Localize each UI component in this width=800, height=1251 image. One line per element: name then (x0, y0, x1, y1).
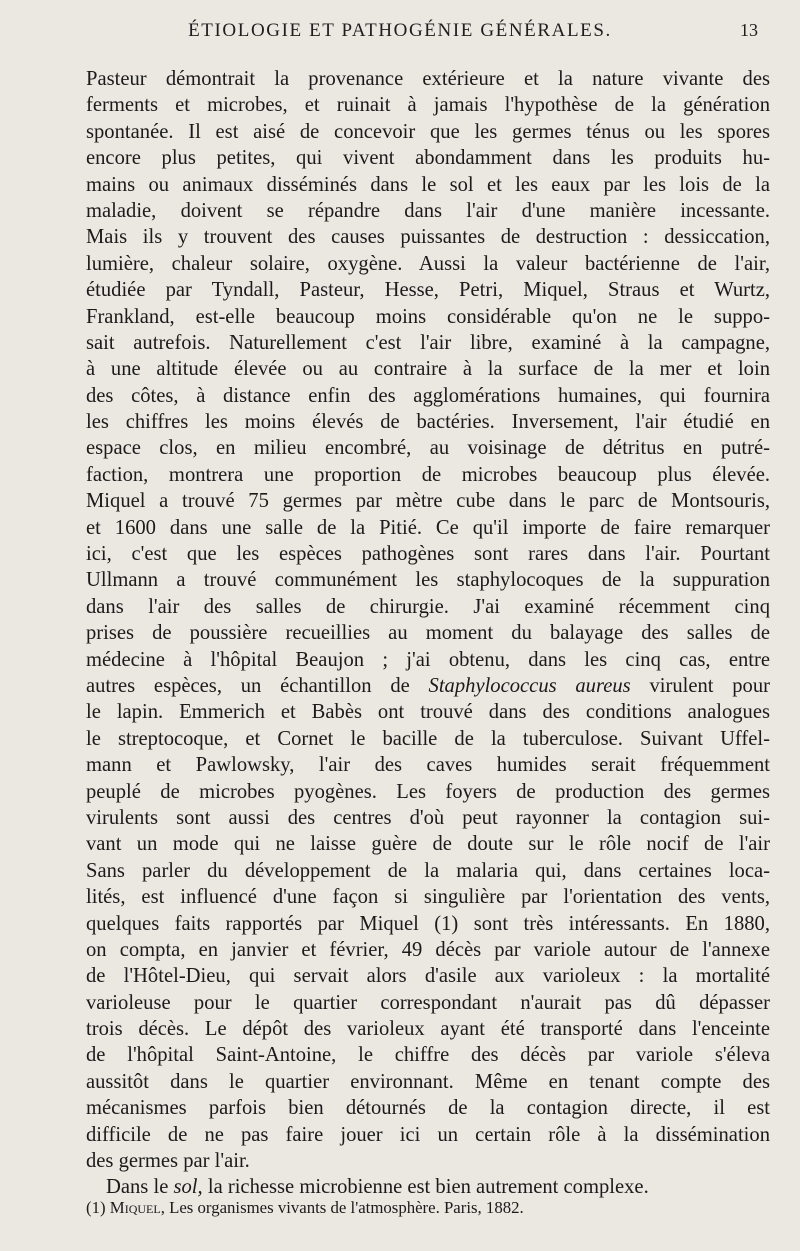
footnote-text: Les organismes vivants de l'atmosphère. Paris, 1882. (169, 1198, 524, 1217)
text-line: des côtes, à distance enfin des agglomérations humaines, qui fournira (86, 384, 770, 407)
species-name-italic: Staphylococcus aureus (428, 674, 631, 697)
footnote-author: Miquel, (109, 1198, 165, 1217)
body-text (86, 66, 770, 1201)
text-line: mann et Pawlowsky, l'air des caves humides serait fréquemment (86, 754, 770, 777)
text-line: dans l'air des salles de chirurgie. J'ai examiné récemment cinq (86, 595, 770, 618)
text-line: étudiée par Tyndall, Pasteur, Hesse, Petri, Miquel, Straus et Wurtz, (86, 279, 770, 302)
text-line: prises de poussière recueillies au moment du balayage des salles de (86, 622, 770, 645)
text-line: on compta, en janvier et février, 49 décès par variole autour de l'annexe (86, 938, 770, 961)
text-segment: autres espèces, un échantillon de (86, 674, 410, 697)
text-line: sait autrefois. Naturellement c'est l'air libre, examiné à la campagne, (86, 331, 770, 354)
text-line: mécanismes parfois bien détournés de la contagion directe, il est (86, 1097, 770, 1120)
text-line: le lapin. Emmerich et Babès ont trouvé dans des conditions analogues (86, 701, 770, 724)
text-line: quelques faits rapportés par Miquel (1) sont très intéressants. En 1880, (86, 912, 770, 935)
text-segment: Dans le (106, 1176, 169, 1199)
text-line-mixed (86, 1174, 770, 1200)
text-line: médecine à l'hôpital Beaujon ; j'ai obtenu, dans les cinq cas, entre (86, 648, 770, 671)
text-line: vant un mode qui ne laisse guère de doute sur le rôle nocif de l'air (86, 833, 770, 856)
text-line: ici, c'est que les espèces pathogènes sont rares dans l'air. Pourtant (86, 543, 770, 566)
text-line: le streptocoque, et Cornet le bacille de la tuberculose. Suivant Uffel- (86, 727, 770, 750)
text-line: Miquel a trouvé 75 germes par mètre cube dans le parc de Montsouris, (86, 490, 770, 513)
page-header (0, 18, 800, 46)
text-line: virulents sont aussi des centres d'où peut rayonner la contagion sui- (86, 806, 770, 829)
text-line: Ullmann a trouvé communément les staphylocoques de la suppuration (86, 569, 770, 592)
page-number: 13 (740, 20, 758, 40)
text-line: lités, est influencé d'une façon si singulière par l'orientation des vents, (86, 886, 770, 909)
text-line: aussitôt dans le quartier environnant. Même en tenant compte des (86, 1070, 770, 1093)
text-line: spontanée. Il est aisé de concevoir que les germes ténus ou les spores (86, 120, 770, 143)
text-line: varioleuse pour le quartier correspondant n'aurait pas dû dépasser (86, 991, 770, 1014)
text-line: faction, montrera une proportion de microbes beaucoup plus élevée. (86, 463, 770, 486)
text-segment: virulent pour (649, 674, 771, 697)
text-line: Sans parler du développement de la malaria qui, dans certaines loca- (86, 859, 770, 882)
text-line: mains ou animaux disséminés dans le sol et les eaux par les lois de la (86, 173, 770, 196)
text-line: maladie, doivent se répandre dans l'air d'une manière incessante. (86, 199, 770, 222)
text-line: les chiffres les moins élevés de bactéries. Inversement, l'air étudié en (86, 411, 770, 434)
text-line: trois décès. Le dépôt des varioleux ayant été transporté dans l'enceinte (86, 1018, 770, 1041)
footnote-marker: (1) (86, 1198, 106, 1217)
text-line: lumière, chaleur solaire, oxygène. Aussi la valeur bactérienne de l'air, (86, 252, 770, 275)
text-line: peuplé de microbes pyogènes. Les foyers de production des germes (86, 780, 770, 803)
footnote (86, 1198, 776, 1218)
text-line: de l'hôpital Saint-Antoine, le chiffre des décès par variole s'éleva (86, 1044, 770, 1067)
text-line-mixed (86, 673, 770, 699)
text-segment: la richesse microbienne est bien autrement complexe. (207, 1176, 649, 1199)
text-line: espace clos, en milieu encombré, au voisinage de détritus en putré- (86, 437, 770, 460)
text-line: des germes par l'air. (86, 1150, 250, 1173)
text-line: Mais ils y trouvent des causes puissantes de destruction : dessiccation, (86, 226, 770, 249)
text-line: à une altitude élevée ou au contraire à la surface de la mer et loin (86, 358, 770, 381)
text-line: et 1600 dans une salle de la Pitié. Ce qu'il importe de faire remarquer (86, 516, 770, 539)
text-line: Frankland, est-elle beaucoup moins considérable qu'on ne le suppo- (86, 305, 770, 328)
running-head: ÉTIOLOGIE ET PATHOGÉNIE GÉNÉRALES. (188, 20, 612, 41)
text-line: encore plus petites, qui vivent abondamment dans les produits hu- (86, 147, 770, 170)
term-italic: sol, (173, 1176, 203, 1199)
text-line: Pasteur démontrait la provenance extérieure et la nature vivante des (86, 68, 770, 90)
text-line: de l'Hôtel-Dieu, qui servait alors d'asile aux varioleux : la mortalité (86, 965, 770, 988)
text-line: ferments et microbes, et ruinait à jamais l'hypothèse de la génération (86, 94, 770, 117)
text-line: difficile de ne pas faire jouer ici un certain rôle à la dissémination (86, 1123, 770, 1146)
